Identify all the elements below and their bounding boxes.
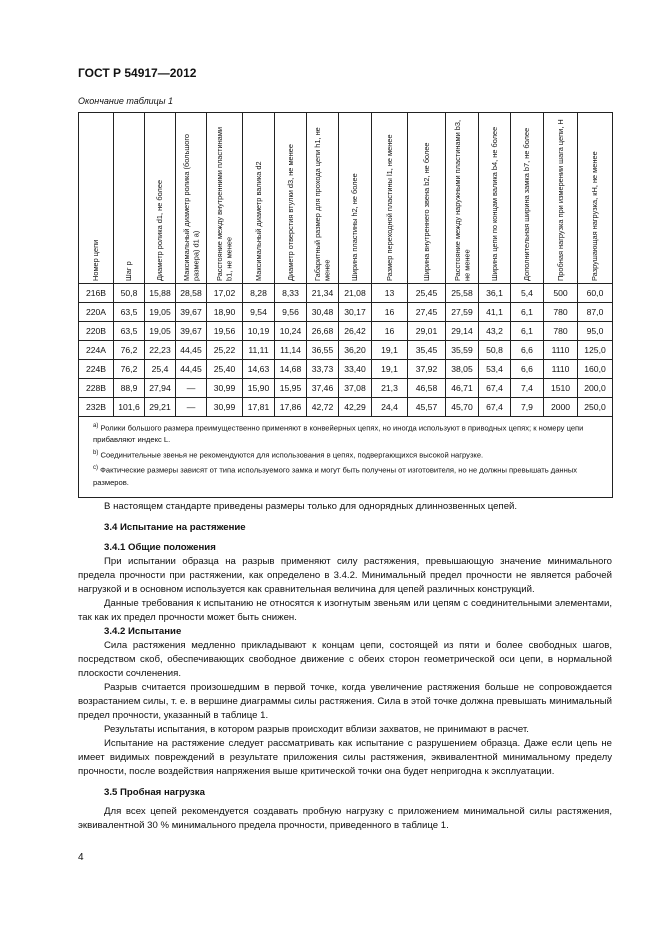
column-header [275, 113, 307, 284]
column-header [207, 113, 243, 284]
table-cell: 22,23 [145, 341, 176, 360]
table-cell: 45,70 [446, 398, 479, 417]
table-cell: 17,02 [207, 284, 243, 303]
paragraph: В настоящем стандарте приведены размеры только для однорядных длиннозвенных цепей. [104, 501, 518, 512]
column-header [578, 113, 613, 284]
column-header [372, 113, 408, 284]
table-cell: 33,73 [307, 360, 339, 379]
column-header-label: Расстояние между наружными пластинами b3, не менее [452, 119, 471, 281]
table-cell: 29,21 [145, 398, 176, 417]
table-cell: 27,94 [145, 379, 176, 398]
table-cell: 29,01 [408, 322, 446, 341]
table-cell: 21,08 [339, 284, 372, 303]
table-row [79, 284, 613, 303]
table-cell: 63,5 [114, 322, 145, 341]
table-cell: 17,86 [275, 398, 307, 417]
section-heading: 3.4.1 Общие положения [104, 542, 216, 553]
table-cell: 43,2 [479, 322, 511, 341]
table-cell: 46,58 [408, 379, 446, 398]
table-cell: 17,81 [243, 398, 275, 417]
table-cell: 2000 [544, 398, 578, 417]
table-row [79, 398, 613, 417]
document-header: ГОСТ Р 54917—2012 [78, 66, 197, 80]
section-heading: 3.4.2 Испытание [104, 626, 182, 637]
table-cell: 10,19 [243, 322, 275, 341]
table-cell: 53,4 [479, 360, 511, 379]
column-header-label: Диаметр ролика d1, не более [155, 179, 165, 281]
column-header-label: Ширина пластины h2, не более [350, 173, 360, 281]
table-cell: 220A [79, 303, 114, 322]
table-cell: 200,0 [578, 379, 613, 398]
table-cell: — [176, 398, 207, 417]
column-header [511, 113, 544, 284]
table-cell: 6,6 [511, 341, 544, 360]
table-cell: 25,58 [446, 284, 479, 303]
column-header [446, 113, 479, 284]
paragraph: Сила растяжения медленно прикладывают к концам цепи, состоящей из пяти и более свободных шагов, посредством скоб, обеспечивающих свободное движение с обеих сторон геометрической оси цепи, в нормальной плоскости сочленения. [78, 640, 612, 679]
table-cell: 44,45 [176, 360, 207, 379]
table-cell: 42,72 [307, 398, 339, 417]
table-cell: 11,11 [243, 341, 275, 360]
paragraph: Разрыв считается произошедшим в первой точке, когда увеличение растяжения больше не сопровождается возрастанием силы, т. е. в вершине диаграммы силы растяжения. Сила в этой точке должна превышать минимальный предел прочности, указанный в таблице 1. [78, 682, 612, 721]
table-note: $^{b)}$ Соединительные звенья не рекомендуются для использования в цепях, подвергающихся высокой нагрузке. [93, 450, 484, 460]
table-cell: 19,05 [145, 303, 176, 322]
table-cell: 39,67 [176, 322, 207, 341]
table-cell: 27,45 [408, 303, 446, 322]
table-cell: 42,29 [339, 398, 372, 417]
chain-dimensions-table [78, 112, 613, 498]
table-cell: 500 [544, 284, 578, 303]
table-cell: 76,2 [114, 341, 145, 360]
table-cell: 44,45 [176, 341, 207, 360]
column-header-label: Пробная нагрузка при измерении шага цепи, Н [555, 119, 565, 281]
table-row [79, 322, 613, 341]
table-cell: 15,95 [275, 379, 307, 398]
table-cell: 45,57 [408, 398, 446, 417]
column-header-label: Ширина внутреннего звена b2, не более [421, 142, 431, 281]
table-cell: 35,59 [446, 341, 479, 360]
table-cell: 6,1 [511, 322, 544, 341]
column-header [544, 113, 578, 284]
table-cell: 36,1 [479, 284, 511, 303]
column-header-label: Максимальный диаметр валика d2 [253, 161, 263, 281]
table-cell: 87,0 [578, 303, 613, 322]
table-cell: 60,0 [578, 284, 613, 303]
table-cell: 36,55 [307, 341, 339, 360]
table-cell: 25,4 [145, 360, 176, 379]
table-cell: 39,67 [176, 303, 207, 322]
table-cell: 7,4 [511, 379, 544, 398]
column-header-label: Дополнительная ширина замка b7, не более [522, 127, 532, 281]
table-cell: 14,63 [243, 360, 275, 379]
table-cell: 101,6 [114, 398, 145, 417]
table-cell: 29,14 [446, 322, 479, 341]
table-cell: 1510 [544, 379, 578, 398]
table-cell: 25,40 [207, 360, 243, 379]
table-header-row [79, 113, 613, 284]
table-cell: 41,1 [479, 303, 511, 322]
table-note: $^{a)}$ Ролики большого размера преимущественно применяют в конвейерных цепях, но иногда используют в приводных цепях; к номеру цепи прибавляют индекс L. [93, 423, 584, 445]
table-cell: 30,99 [207, 398, 243, 417]
table-cell: 50,8 [114, 284, 145, 303]
column-header [243, 113, 275, 284]
table-cell: 13 [372, 284, 408, 303]
table-cell: 67,4 [479, 398, 511, 417]
table-cell: 38,05 [446, 360, 479, 379]
table-cell: 19,1 [372, 341, 408, 360]
table-cell: 76,2 [114, 360, 145, 379]
table-notes [79, 417, 613, 498]
table-cell: 36,20 [339, 341, 372, 360]
paragraph: При испытании образца на разрыв применяют силу растяжения, превышающую значение минимального предела прочности при растяжении, как определено в 3.4.2. Минимальный предел прочности не является рабочей нагрузкой и в основном используется как сравнительная величина для цепей различных конструкций. [78, 556, 612, 595]
table-cell: 25,45 [408, 284, 446, 303]
table-cell: 11,14 [275, 341, 307, 360]
table-cell: 18,90 [207, 303, 243, 322]
table-cell: 30,99 [207, 379, 243, 398]
table-cell: 228B [79, 379, 114, 398]
table-caption: Окончание таблицы 1 [78, 96, 173, 106]
column-header [339, 113, 372, 284]
column-header-label: Максимальный диаметр ролика (большого размера) d1 a) [181, 133, 200, 281]
table-cell: 30,17 [339, 303, 372, 322]
column-header [79, 113, 114, 284]
table-cell: 9,54 [243, 303, 275, 322]
table-cell: 232B [79, 398, 114, 417]
table-row [79, 303, 613, 322]
table-cell: 16 [372, 303, 408, 322]
column-header [307, 113, 339, 284]
table-cell: 6,1 [511, 303, 544, 322]
table-cell: 21,3 [372, 379, 408, 398]
table-cell: 37,08 [339, 379, 372, 398]
section-heading: 3.5 Пробная нагрузка [104, 787, 205, 798]
page-number: 4 [78, 852, 84, 863]
paragraph: Испытание на растяжение следует рассматривать как испытание с разрушением образца. Даже если цепь не имеет видимых повреждений в результате приложения силы растяжения, эквивалентной минимальному пределу прочности, после воздействия напряжения выше критической точки она будет непригодна к эксплуатации. [78, 738, 612, 777]
table-cell: — [176, 379, 207, 398]
table-row [79, 379, 613, 398]
table-cell: 28,58 [176, 284, 207, 303]
table-cell: 8,28 [243, 284, 275, 303]
paragraph: Для всех цепей рекомендуется создавать пробную нагрузку с приложением минимальной силы растяжения, эквивалентной 30 % минимального предела прочности, приведенного в таблице 1. [78, 806, 612, 831]
column-header [145, 113, 176, 284]
table-cell: 15,88 [145, 284, 176, 303]
table-cell: 33,40 [339, 360, 372, 379]
table-cell: 21,34 [307, 284, 339, 303]
table-note: $^{c)}$ Фактические размеры зависят от типа используемого замка и могут быть получены от изготовителя, но не должны превышать данных размеров. [93, 465, 578, 487]
table-cell: 216B [79, 284, 114, 303]
table-cell: 27,59 [446, 303, 479, 322]
table-cell: 50,8 [479, 341, 511, 360]
table-cell: 37,46 [307, 379, 339, 398]
table-cell: 63,5 [114, 303, 145, 322]
column-header-label: Расстояние между внутренними пластинами b1, не менее [215, 127, 234, 281]
table-cell: 67,4 [479, 379, 511, 398]
table-cell: 37,92 [408, 360, 446, 379]
table-cell: 30,48 [307, 303, 339, 322]
table-cell: 780 [544, 322, 578, 341]
table-cell: 26,42 [339, 322, 372, 341]
table-cell: 88,9 [114, 379, 145, 398]
paragraph: Результаты испытания, в котором разрыв происходит вблизи захватов, не принимают в расчет. [104, 724, 529, 735]
table-cell: 160,0 [578, 360, 613, 379]
column-header-label: Номер цепи [91, 239, 101, 281]
table-cell: 8,33 [275, 284, 307, 303]
column-header-label: Габаритный размер для прохода цепи h1, не менее [313, 127, 332, 281]
column-header-label: Диаметр отверстия втулки d3, не менее [285, 144, 295, 281]
table-cell: 15,90 [243, 379, 275, 398]
column-header [479, 113, 511, 284]
table-cell: 6,6 [511, 360, 544, 379]
table-cell: 14,68 [275, 360, 307, 379]
table-cell: 5,4 [511, 284, 544, 303]
column-header-label: Ширина цепи по концам валика b4, не более [489, 126, 499, 281]
table-cell: 1110 [544, 341, 578, 360]
table-cell: 224A [79, 341, 114, 360]
table-cell: 26,68 [307, 322, 339, 341]
table-cell: 24,4 [372, 398, 408, 417]
section-heading: 3.4 Испытание на растяжение [104, 522, 246, 533]
table-cell: 7,9 [511, 398, 544, 417]
table-cell: 9,56 [275, 303, 307, 322]
table-cell: 19,05 [145, 322, 176, 341]
body-text [78, 500, 612, 833]
column-header-label: Разрушающая нагрузка, кН, не менее [590, 151, 600, 281]
table-cell: 1110 [544, 360, 578, 379]
table-row [79, 360, 613, 379]
column-header-label: Шаг p [124, 261, 134, 281]
table-cell: 95,0 [578, 322, 613, 341]
table-cell: 35,45 [408, 341, 446, 360]
column-header-label: Размер переходной пластины l1, не менее [384, 134, 394, 281]
column-header [114, 113, 145, 284]
paragraph: Данные требования к испытанию не относятся к изогнутым звеньям или цепям с соединительными элементами, так как их предел прочности может быть снижен. [78, 598, 612, 623]
table-cell: 780 [544, 303, 578, 322]
table-cell: 220B [79, 322, 114, 341]
table-cell: 10,24 [275, 322, 307, 341]
table-cell: 16 [372, 322, 408, 341]
table-cell: 46,71 [446, 379, 479, 398]
table-row [79, 341, 613, 360]
table-cell: 19,56 [207, 322, 243, 341]
table-cell: 25,22 [207, 341, 243, 360]
table-cell: 250,0 [578, 398, 613, 417]
table-cell: 224B [79, 360, 114, 379]
column-header [176, 113, 207, 284]
column-header [408, 113, 446, 284]
table-cell: 19,1 [372, 360, 408, 379]
table-cell: 125,0 [578, 341, 613, 360]
